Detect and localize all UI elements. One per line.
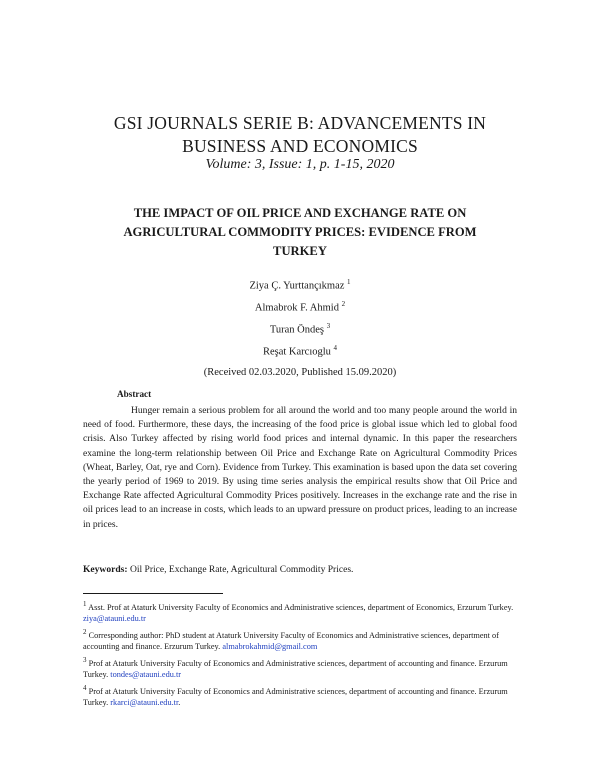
author-name: Reşat Karcıoglu [262, 346, 331, 358]
footnote-email-link[interactable]: rkarci@atauni.edu.tr [110, 698, 179, 708]
author [0, 300, 600, 314]
footnote-mark: 4 [83, 683, 87, 692]
footnote [83, 627, 517, 653]
footnote [83, 655, 517, 681]
author [0, 278, 600, 292]
journal-name-line: GSI JOURNALS SERIE B: ADVANCEMENTS IN [113, 113, 487, 133]
received-dates: (Received 02.03.2020, Published 15.09.2020) [203, 367, 397, 378]
author [0, 322, 600, 336]
keywords [83, 564, 353, 575]
author-name: Ziya Ç. Yurttançıkmaz [249, 280, 345, 292]
keywords-label: Keywords: [83, 564, 128, 575]
paper-title-line: TURKEY [273, 244, 327, 258]
footnote [83, 683, 517, 709]
author [0, 344, 600, 358]
abstract-text: Hunger remain a serious problem for all around the world and too many people around the world in need of food. Furthermore, these days, the increasing of the food price is global issue which led to global food crisis. Also Turkey affected by rising world food prices and internal dynamic. In this paper the researchers examine the long-term relationship between Oil Price and Exchange Rate on Agricultural Commodity Prices (Wheat, Barley, Oat, rye and Corn). Evidence from Turkey. This examination is based upon the data set covering the yearly period of 1969 to 2019. By using time series analysis the empirical results show that Oil Price and Exchange Rate affected Agricultural Commodity Prices positively. Increases in the exchange rate and the rise in oil prices lead to an increase in costs, which leads to an upward pressure on product prices, leading to an increase in prices. [83, 405, 517, 530]
footnotes [83, 599, 517, 711]
paper-title [70, 204, 530, 261]
footnote-email-link[interactable]: tondes@atauni.edu.tr [110, 670, 182, 680]
paper-title-line: AGRICULTURAL COMMODITY PRICES: EVIDENCE FROM [123, 225, 477, 239]
footnote-text: Prof at Ataturk University Faculty of Economics and Administrative sciences, department of accounting and finance. Erzurum Turkey. [83, 686, 508, 708]
footnote-email-link[interactable]: almabrokahmid@gmail.com [222, 642, 318, 652]
author-footnote-mark[interactable]: 3 [326, 322, 331, 330]
footnote-text: Prof at Ataturk University Faculty of Economics and Administrative sciences, department of accounting and finance. Erzurum Turkey. [83, 658, 508, 680]
author-footnote-mark[interactable]: 4 [333, 344, 338, 352]
footnote-tail: . [178, 698, 181, 708]
footnote-email-link[interactable]: ziya@atauni.edu.tr [83, 614, 146, 624]
keywords-list: Oil Price, Exchange Rate, Agricultural Commodity Prices. [129, 564, 354, 575]
footnote-mark: 3 [83, 655, 87, 664]
footnote-text: Corresponding author: PhD student at Ataturk University Faculty of Economics and Administrative sciences, department of accounting and finance. Erzurum Turkey. [83, 630, 499, 652]
footnote-mark: 2 [83, 627, 87, 636]
journal-name [60, 112, 540, 158]
author-name: Turan Öndeş [269, 324, 325, 336]
abstract-heading: Abstract [117, 389, 152, 399]
footnote-mark: 1 [83, 600, 87, 608]
author-name: Almabrok F. Ahmid [254, 302, 339, 314]
author-footnote-mark[interactable]: 1 [347, 278, 351, 286]
author-footnote-mark[interactable]: 2 [341, 300, 346, 308]
journal-name-line: BUSINESS AND ECONOMICS [182, 136, 418, 156]
journal-volume: Volume: 3, Issue: 1, p. 1-15, 2020 [205, 157, 395, 172]
paper-title-line: THE IMPACT OF OIL PRICE AND EXCHANGE RATE ON [133, 206, 467, 220]
footnote-text: Asst. Prof at Ataturk University Faculty of Economics and Administrative sciences, department of Economics, Erzurum Turkey. [88, 602, 514, 612]
footnote [83, 599, 517, 625]
footnote-divider [83, 593, 223, 594]
